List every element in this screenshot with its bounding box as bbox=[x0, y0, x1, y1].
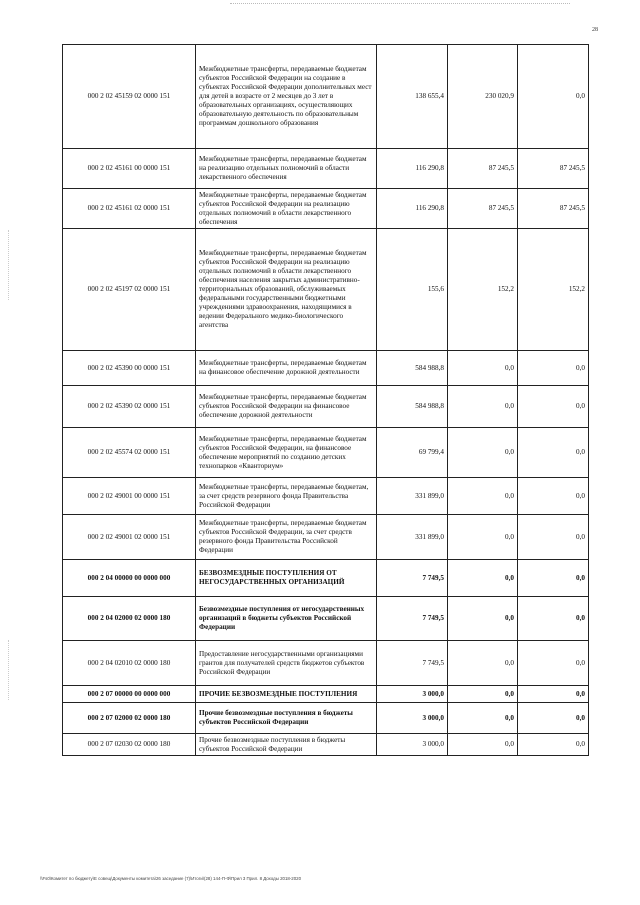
amount-2019-cell: 0,0 bbox=[448, 428, 518, 478]
revenue-name-cell: Межбюджетные трансферты, передаваемые бюджетам субъектов Российской Федерации на реализацию отдельных полномочий в области лекарственного обеспечения населения закрытых административно-территориальных образований, обслуживаемых федеральными государственными бюджетными учреждениями здравоохранения, находящимися в ведении Федерального медико-биологического агентства bbox=[196, 229, 377, 351]
amount-2019-cell: 152,2 bbox=[448, 229, 518, 351]
amount-2019-cell: 0,0 bbox=[448, 597, 518, 641]
margin-artifact bbox=[8, 230, 9, 300]
amount-2020-cell: 87 245,5 bbox=[518, 149, 589, 189]
revenue-name-cell: Межбюджетные трансферты, передаваемые бюджетам субъектов Российской Федерации на реализацию отдельных полномочий в области лекарственного обеспечения bbox=[196, 189, 377, 229]
revenue-name-cell: Межбюджетные трансферты, передаваемые бюджетам субъектов Российской Федерации, на финансовое обеспечение мероприятий по созданию детских технопарков «Кванториум» bbox=[196, 428, 377, 478]
amount-2018-cell: 116 290,8 bbox=[377, 189, 448, 229]
amount-2019-cell: 0,0 bbox=[448, 641, 518, 686]
amount-2020-cell: 152,2 bbox=[518, 229, 589, 351]
revenue-name-cell: ПРОЧИЕ БЕЗВОЗМЕЗДНЫЕ ПОСТУПЛЕНИЯ bbox=[196, 686, 377, 703]
amount-2020-cell: 0,0 bbox=[518, 641, 589, 686]
budget-code-cell: 000 2 07 02000 02 0000 180 bbox=[63, 703, 196, 734]
amount-2018-cell: 7 749,5 bbox=[377, 641, 448, 686]
revenue-name-cell: Предоставление негосударственными организациями грантов для получателей средств бюджетов субъектов Российской Федерации bbox=[196, 641, 377, 686]
amount-2020-cell: 0,0 bbox=[518, 515, 589, 560]
amount-2019-cell: 0,0 bbox=[448, 560, 518, 597]
amount-2019-cell: 0,0 bbox=[448, 703, 518, 734]
footer-file-path: \\Fs0\Комитет по бюджету\Е совещ\Документы комитета\26 заседание (7)\Итоги\(28) 144-П-Ф\Прил 3 Прил. 8 Доходы 2018-2020 bbox=[40, 876, 302, 881]
amount-2019-cell: 230 020,9 bbox=[448, 45, 518, 149]
table-row bbox=[63, 686, 589, 703]
budget-code-cell: 000 2 02 49001 02 0000 151 bbox=[63, 515, 196, 560]
budget-code-cell: 000 2 07 00000 00 0000 000 bbox=[63, 686, 196, 703]
page-number: 28 bbox=[592, 27, 598, 33]
amount-2020-cell: 0,0 bbox=[518, 45, 589, 149]
revenue-name-cell: Безвозмездные поступления от негосударственных организаций в бюджеты субъектов Российской Федерации bbox=[196, 597, 377, 641]
amount-2018-cell: 3 000,0 bbox=[377, 703, 448, 734]
amount-2020-cell: 0,0 bbox=[518, 478, 589, 515]
revenue-name-cell: Межбюджетные трансферты, передаваемые бюджетам, за счет средств резервного фонда Правительства Российской Федерации bbox=[196, 478, 377, 515]
budget-code-cell: 000 2 04 02010 02 0000 180 bbox=[63, 641, 196, 686]
table-row bbox=[63, 149, 589, 189]
budget-code-cell: 000 2 02 45161 02 0000 151 bbox=[63, 189, 196, 229]
table-row bbox=[63, 428, 589, 478]
amount-2019-cell: 0,0 bbox=[448, 478, 518, 515]
amount-2020-cell: 0,0 bbox=[518, 386, 589, 428]
amount-2020-cell: 0,0 bbox=[518, 560, 589, 597]
table-row bbox=[63, 45, 589, 149]
amount-2018-cell: 584 988,8 bbox=[377, 386, 448, 428]
amount-2018-cell: 155,6 bbox=[377, 229, 448, 351]
amount-2018-cell: 584 988,8 bbox=[377, 351, 448, 386]
budget-code-cell: 000 2 02 45574 02 0000 151 bbox=[63, 428, 196, 478]
revenue-name-cell: Межбюджетные трансферты, передаваемые бюджетам субъектов Российской Федерации на финансовое обеспечение дорожной деятельности bbox=[196, 386, 377, 428]
budget-code-cell: 000 2 02 45159 02 0000 151 bbox=[63, 45, 196, 149]
budget-code-cell: 000 2 02 45197 02 0000 151 bbox=[63, 229, 196, 351]
revenue-name-cell: Прочие безвозмездные поступления в бюджеты субъектов Российской Федерации bbox=[196, 734, 377, 756]
budget-code-cell: 000 2 02 45390 00 0000 151 bbox=[63, 351, 196, 386]
amount-2020-cell: 0,0 bbox=[518, 703, 589, 734]
table-row bbox=[63, 641, 589, 686]
amount-2019-cell: 0,0 bbox=[448, 515, 518, 560]
amount-2020-cell: 0,0 bbox=[518, 734, 589, 756]
amount-2018-cell: 7 749,5 bbox=[377, 597, 448, 641]
budget-code-cell: 000 2 02 45390 02 0000 151 bbox=[63, 386, 196, 428]
amount-2020-cell: 0,0 bbox=[518, 686, 589, 703]
revenue-name-cell: Межбюджетные трансферты, передаваемые бюджетам субъектов Российской Федерации на создание в субъектах Российской Федерации дополнительных мест для детей в возрасте от 2 месяцев до 3 лет в образовательных организациях, осуществляющих образовательную деятельность по образовательным программам дошкольного образования bbox=[196, 45, 377, 149]
revenue-table bbox=[62, 44, 589, 756]
budget-code-cell: 000 2 07 02030 02 0000 180 bbox=[63, 734, 196, 756]
amount-2018-cell: 3 000,0 bbox=[377, 686, 448, 703]
revenue-name-cell: Межбюджетные трансферты, передаваемые бюджетам на реализацию отдельных полномочий в области лекарственного обеспечения bbox=[196, 149, 377, 189]
amount-2020-cell: 0,0 bbox=[518, 428, 589, 478]
budget-code-cell: 000 2 04 00000 00 0000 000 bbox=[63, 560, 196, 597]
amount-2019-cell: 87 245,5 bbox=[448, 149, 518, 189]
table-row bbox=[63, 515, 589, 560]
table-row bbox=[63, 229, 589, 351]
revenue-name-cell: Межбюджетные трансферты, передаваемые бюджетам на финансовое обеспечение дорожной деятельности bbox=[196, 351, 377, 386]
amount-2020-cell: 87 245,5 bbox=[518, 189, 589, 229]
amount-2019-cell: 87 245,5 bbox=[448, 189, 518, 229]
scan-artifact-line bbox=[230, 3, 570, 4]
budget-code-cell: 000 2 02 45161 00 0000 151 bbox=[63, 149, 196, 189]
amount-2018-cell: 138 655,4 bbox=[377, 45, 448, 149]
amount-2018-cell: 69 799,4 bbox=[377, 428, 448, 478]
table-row bbox=[63, 386, 589, 428]
amount-2019-cell: 0,0 bbox=[448, 686, 518, 703]
revenue-name-cell: Прочие безвозмездные поступления в бюджеты субъектов Российской Федерации bbox=[196, 703, 377, 734]
revenue-name-cell: Межбюджетные трансферты, передаваемые бюджетам субъектов Российской Федерации, за счет средств резервного фонда Правительства Российской Федерации bbox=[196, 515, 377, 560]
table-row bbox=[63, 560, 589, 597]
amount-2019-cell: 0,0 bbox=[448, 386, 518, 428]
amount-2018-cell: 7 749,5 bbox=[377, 560, 448, 597]
amount-2019-cell: 0,0 bbox=[448, 734, 518, 756]
amount-2019-cell: 0,0 bbox=[448, 351, 518, 386]
table-row bbox=[63, 189, 589, 229]
table-row bbox=[63, 734, 589, 756]
table-row bbox=[63, 597, 589, 641]
amount-2018-cell: 3 000,0 bbox=[377, 734, 448, 756]
table-row bbox=[63, 478, 589, 515]
amount-2020-cell: 0,0 bbox=[518, 351, 589, 386]
table-row bbox=[63, 703, 589, 734]
budget-code-cell: 000 2 04 02000 02 0000 180 bbox=[63, 597, 196, 641]
amount-2020-cell: 0,0 bbox=[518, 597, 589, 641]
amount-2018-cell: 331 899,0 bbox=[377, 515, 448, 560]
amount-2018-cell: 116 290,8 bbox=[377, 149, 448, 189]
budget-code-cell: 000 2 02 49001 00 0000 151 bbox=[63, 478, 196, 515]
table-body bbox=[63, 45, 589, 756]
revenue-name-cell: БЕЗВОЗМЕЗДНЫЕ ПОСТУПЛЕНИЯ ОТ НЕГОСУДАРСТВЕННЫХ ОРГАНИЗАЦИЙ bbox=[196, 560, 377, 597]
amount-2018-cell: 331 899,0 bbox=[377, 478, 448, 515]
table-row bbox=[63, 351, 589, 386]
margin-artifact bbox=[8, 640, 9, 700]
